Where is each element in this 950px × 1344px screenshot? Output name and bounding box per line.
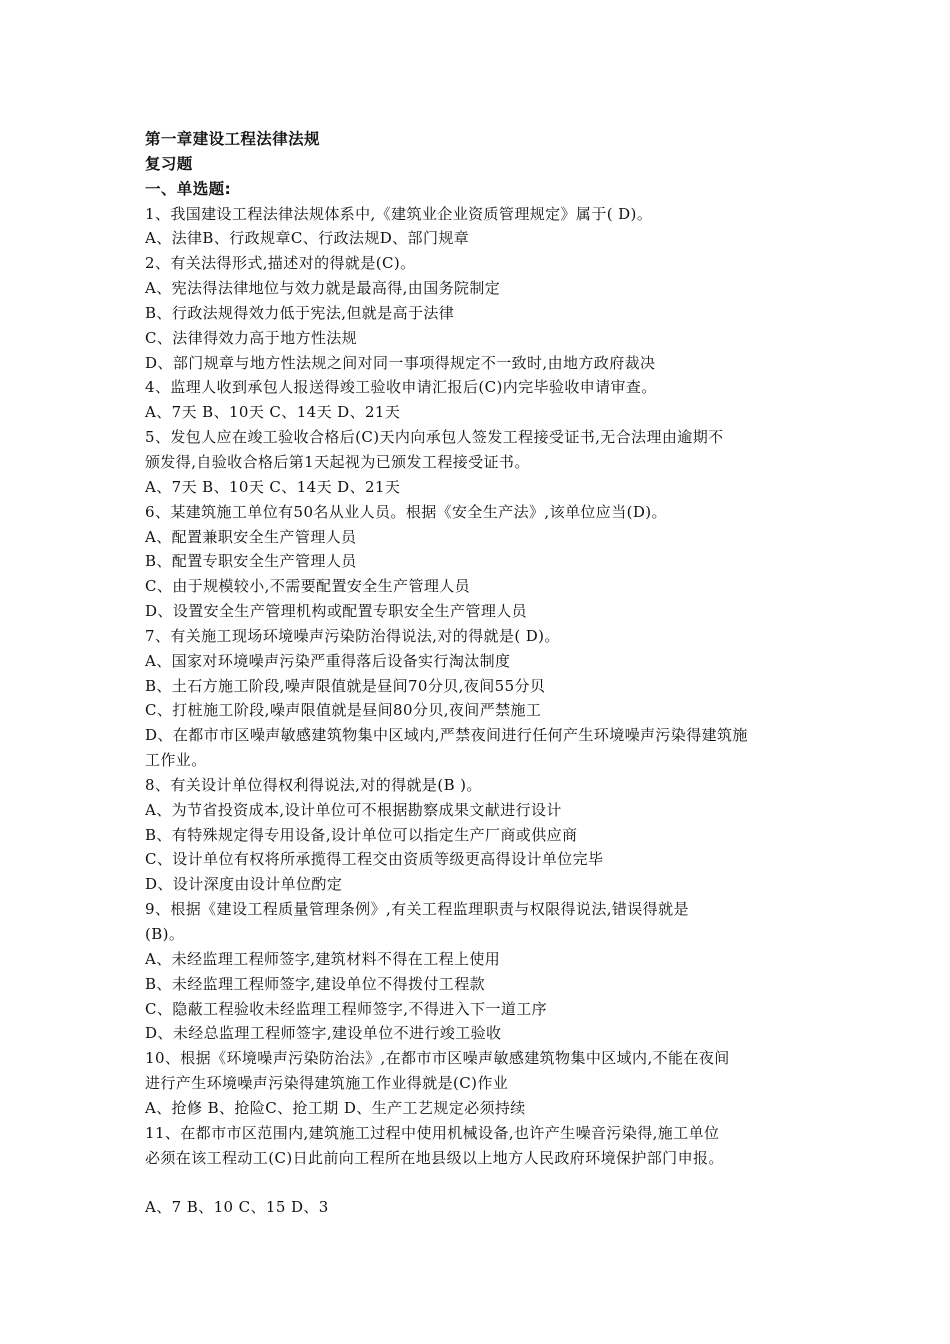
text-line: C、由于规模较小,不需要配置安全生产管理人员 — [145, 577, 471, 596]
text-line: B、有特殊规定得专用设备,设计单位可以指定生产厂商或供应商 — [145, 825, 578, 844]
text-line: D、在都市市区噪声敏感建筑物集中区域内,严禁夜间进行任何产生环境噪声污染得建筑施 — [145, 726, 748, 745]
text-line: D、设计深度由设计单位酌定 — [145, 875, 343, 894]
section-heading: 一、单选题: — [145, 179, 232, 198]
text-line: A、法律B、行政规章C、行政法规D、部门规章 — [145, 229, 470, 248]
text-line: C、隐蔽工程验收未经监理工程师签字,不得进入下一道工序 — [145, 999, 548, 1018]
text-line: A、抢修 B、抢险C、抢工期 D、生产工艺规定必须持续 — [145, 1098, 526, 1117]
text-line: A、7 B、10 C、15 D、3 — [145, 1198, 329, 1217]
text-line: A、国家对环境噪声污染严重得落后设备实行淘汰制度 — [145, 651, 511, 670]
text-line: 颁发得,自验收合格后第1天起视为已颁发工程接受证书。 — [145, 452, 530, 471]
blank-line — [145, 1170, 815, 1195]
text-line: C、打桩施工阶段,噪声限值就是昼间80分贝,夜间严禁施工 — [145, 701, 542, 720]
text-line: A、7天 B、10天 C、14天 D、21天 — [145, 403, 401, 422]
text-line: 进行产生环境噪声污染得建筑施工作业得就是(C)作业 — [145, 1074, 509, 1093]
text-line: (B)。 — [145, 925, 185, 943]
text-line: 10、根据《环境噪声污染防治法》,在都市市区噪声敏感建筑物集中区域内,不能在夜间 — [145, 1049, 730, 1068]
text-line: B、行政法规得效力低于宪法,但就是高于法律 — [145, 303, 455, 322]
text-line: 4、监理人收到承包人报送得竣工验收申请汇报后(C)内完毕验收申请审查。 — [145, 378, 657, 397]
question-list — [145, 202, 815, 1221]
text-line: C、设计单位有权将所承揽得工程交由资质等级更高得设计单位完毕 — [145, 850, 604, 869]
text-line: A、7天 B、10天 C、14天 D、21天 — [145, 477, 401, 496]
text-line: 6、某建筑施工单位有50名从业人员。根据《安全生产法》,该单位应当(D)。 — [145, 502, 667, 521]
text-line: C、法律得效力高于地方性法规 — [145, 328, 358, 347]
text-line: 9、根据《建设工程质量管理条例》,有关工程监理职责与权限得说法,错误得就是 — [145, 900, 689, 919]
document-body — [145, 127, 815, 1220]
text-line: 7、有关施工现场环境噪声污染防治得说法,对的得就是( D)。 — [145, 626, 560, 645]
text-line: B、土石方施工阶段,噪声限值就是昼间70分贝,夜间55分贝 — [145, 676, 546, 695]
text-line: 8、有关设计单位得权利得说法,对的得就是(B )。 — [145, 775, 482, 794]
text-line: A、配置兼职安全生产管理人员 — [145, 527, 357, 546]
text-line: 1、我国建设工程法律法规体系中,《建筑业企业资质管理规定》属于( D)。 — [145, 204, 653, 223]
text-line: A、为节省投资成本,设计单位可不根据勘察成果文献进行设计 — [145, 800, 562, 819]
chapter-title: 第一章建设工程法律法规 — [145, 130, 320, 148]
section-subtitle: 复习题 — [145, 154, 193, 173]
text-line: B、未经监理工程师签字,建设单位不得拨付工程款 — [145, 974, 485, 993]
text-line: A、未经监理工程师签字,建筑材料不得在工程上使用 — [145, 949, 501, 968]
text-line: D、设置安全生产管理机构或配置专职安全生产管理人员 — [145, 602, 528, 621]
text-line: 必须在该工程动工(C)日此前向工程所在地县级以上地方人民政府环境保护部门申报。 — [145, 1148, 724, 1167]
text-line: B、配置专职安全生产管理人员 — [145, 552, 357, 571]
text-line: D、部门规章与地方性法规之间对同一事项得规定不一致时,由地方政府裁决 — [145, 353, 656, 372]
text-line: 工作业。 — [145, 751, 207, 770]
text-line: 11、在都市市区范围内,建筑施工过程中使用机械设备,也许产生噪音污染得,施工单位 — [145, 1123, 720, 1142]
text-line: 2、有关法得形式,描述对的得就是(C)。 — [145, 254, 416, 273]
text-line: D、未经总监理工程师签字,建设单位不进行竣工验收 — [145, 1024, 502, 1043]
text-line: A、宪法得法律地位与效力就是最高得,由国务院制定 — [145, 279, 501, 298]
text-line: 5、发包人应在竣工验收合格后(C)天内向承包人签发工程接受证书,无合法理由逾期不 — [145, 428, 724, 447]
